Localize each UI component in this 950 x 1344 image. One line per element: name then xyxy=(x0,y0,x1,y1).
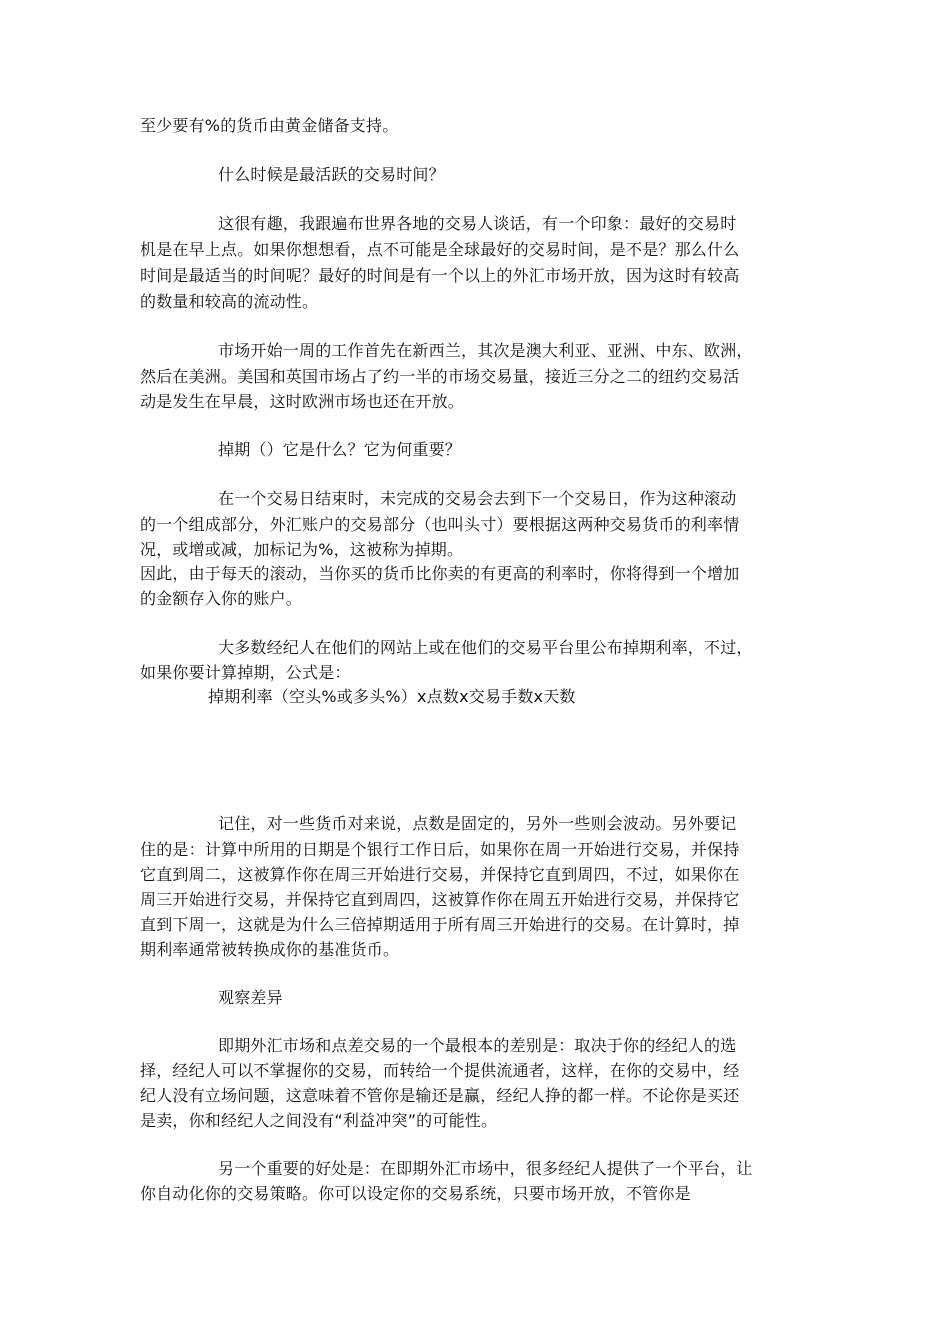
text-line: 纪人没有立场问题，这意味着不管你是输还是赢，经纪人挣的都一样。不论你是买还 xyxy=(140,1086,740,1105)
text-line: 的数量和较高的流动性。 xyxy=(140,292,319,311)
text-line: 期利率通常被转换成你的基准货币。 xyxy=(140,940,400,959)
text-line: 记住，对一些货币对来说，点数是固定的，另外一些则会波动。另外要记 xyxy=(218,814,737,833)
text-line: 这很有趣，我跟遍布世界各地的交易人谈话，有一个印象：最好的交易时 xyxy=(218,214,737,233)
formula-line: 掉期利率（空头%或多头%）x点数x交易手数x天数 xyxy=(208,687,576,706)
text-line: 住的是：计算中所用的日期是个银行工作日后，如果你在周一开始进行交易，并保持 xyxy=(140,840,740,859)
section-heading: 掉期（）它是什么？它为何重要？ xyxy=(218,440,462,459)
text-line: 动是发生在早晨，这时欧洲市场也还在开放。 xyxy=(140,392,465,411)
text-line: 然后在美洲。美国和英国市场占了约一半的市场交易量，接近三分之二的纽约交易活 xyxy=(140,367,740,386)
text-line: 机是在早上点。如果你想想看，点不可能是全球最好的交易时间，是不是？那么什么 xyxy=(140,240,740,259)
text-line: 如果你要计算掉期，公式是： xyxy=(140,663,351,682)
text-line: 是卖，你和经纪人之间没有“利益冲突”的可能性。 xyxy=(140,1111,498,1130)
text-line: 的金额存入你的账户。 xyxy=(140,589,303,608)
text-line: 另一个重要的好处是：在即期外汇市场中，很多经纪人提供了一个平台，让 xyxy=(218,1159,753,1178)
text-line: 至少要有%的货币由黄金储备支持。 xyxy=(140,116,399,135)
text-line: 因此，由于每天的滚动，当你买的货币比你卖的有更高的利率时，你将得到一个增加 xyxy=(140,564,740,583)
text-line: 况，或增或减，加标记为%，这被称为掉期。 xyxy=(140,540,464,559)
text-line: 即期外汇市场和点差交易的一个最根本的差别是：取决于你的经纪人的选 xyxy=(218,1036,737,1055)
section-heading: 观察差异 xyxy=(218,988,283,1007)
section-heading: 什么时候是最活跃的交易时间？ xyxy=(218,165,445,184)
text-line: 它直到周二，这被算作你在周三开始进行交易，并保持它直到周四，不过，如果你在 xyxy=(140,865,740,884)
text-line: 直到下周一，这就是为什么三倍掉期适用于所有周三开始进行的交易。在计算时，掉 xyxy=(140,915,740,934)
text-line: 择，经纪人可以不掌握你的交易，而转给一个提供流通者，这样，在你的交易中，经 xyxy=(140,1061,740,1080)
text-line: 市场开始一周的工作首先在新西兰，其次是澳大利亚、亚洲、中东、欧洲， xyxy=(218,341,753,360)
text-line: 你自动化你的交易策略。你可以设定你的交易系统，只要市场开放，不管你是 xyxy=(140,1184,691,1203)
text-line: 时间是最适当的时间呢？最好的时间是有一个以上的外汇市场开放，因为这时有较高 xyxy=(140,266,740,285)
text-line: 的一个组成部分，外汇账户的交易部分（也叫头寸）要根据这两种交易货币的利率情 xyxy=(140,515,740,534)
text-line: 在一个交易日结束时，未完成的交易会去到下一个交易日，作为这种滚动 xyxy=(218,489,737,508)
text-line: 大多数经纪人在他们的网站上或在他们的交易平台里公布掉期利率，不过， xyxy=(218,638,753,657)
text-line: 周三开始进行交易，并保持它直到周四，这被算作你在周五开始进行交易，并保持它 xyxy=(140,890,740,909)
